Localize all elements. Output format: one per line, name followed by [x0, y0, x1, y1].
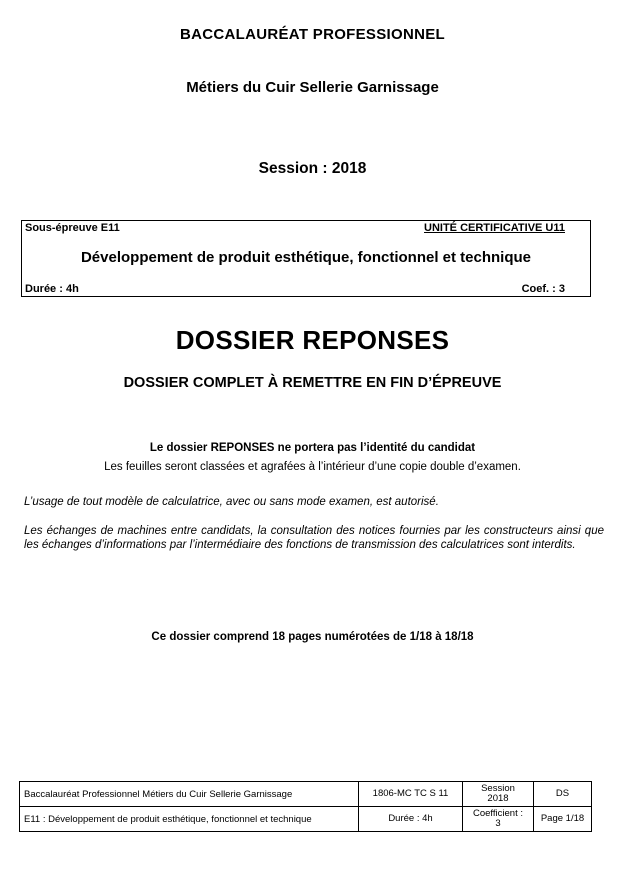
footer-cell-coef: [463, 807, 534, 832]
footer-cell-page: Page 1/18: [534, 807, 592, 832]
dossier-subtitle: DOSSIER COMPLET À REMETTRE EN FIN D’ÉPREUVE: [123, 375, 502, 391]
footer-coef-label: Coefficient :: [473, 808, 523, 819]
exam-session: Session : 2018: [258, 160, 367, 177]
dossier-title: DOSSIER REPONSES: [175, 325, 450, 355]
calculator-rule: L’usage de tout modèle de calculatrice, avec ou sans mode examen, est autorisé.: [24, 496, 439, 508]
notice-pre: Le dossier: [149, 442, 211, 454]
footer-session-year: 2018: [487, 793, 509, 804]
footer-cell-session: [463, 782, 534, 807]
exam-specialty: Métiers du Cuir Sellerie Garnissage: [186, 79, 439, 96]
footer-row: [20, 782, 592, 807]
footer-row: [20, 807, 592, 832]
epreuve-box: [21, 220, 591, 297]
footer-session-label: Session: [481, 783, 515, 794]
exam-title: BACCALAURÉAT PROFESSIONNEL: [179, 26, 446, 43]
footer-cell-duree: Durée : 4h: [359, 807, 463, 832]
footer-coef-value: 3: [495, 818, 501, 829]
footer-cell-code: 1806-MC TC S 11: [359, 782, 463, 807]
footer-table: [19, 781, 592, 832]
duree-label: Durée : 4h: [25, 283, 79, 295]
epreuve-title: Développement de produit esthétique, fonctionnel et technique: [80, 249, 532, 266]
footer-cell-epreuve: E11 : Développement de produit esthétique, fonctionnel et technique: [20, 807, 359, 832]
exchange-rule: Les échanges de machines entre candidats, la consultation des notices fournies par les constructeurs ainsi que les échanges d’informations par l’intermédiaire des fonctions de transmission des calculatrices sont interdits.: [24, 525, 604, 551]
notice-line-2: Les feuilles seront classées et agrafées à l’intérieur d’une copie double d’examen.: [104, 461, 521, 473]
pages-note: Ce dossier comprend 18 pages numérotées de 1/18 à 18/18: [151, 631, 474, 643]
unite-certificative-label: UNITÉ CERTIFICATIVE U11: [424, 222, 565, 234]
sub-epreuve-label: Sous-épreuve E11: [25, 222, 120, 234]
notice-bold: REPONSES: [210, 442, 275, 454]
footer-cell-ds: DS: [534, 782, 592, 807]
notice-line-1: [0, 442, 625, 454]
notice-post: ne portera pas l’identité du candidat: [274, 442, 476, 454]
footer-cell-diploma: Baccalauréat Professionnel Métiers du Cuir Sellerie Garnissage: [20, 782, 359, 807]
coef-label: Coef. : 3: [521, 283, 565, 295]
